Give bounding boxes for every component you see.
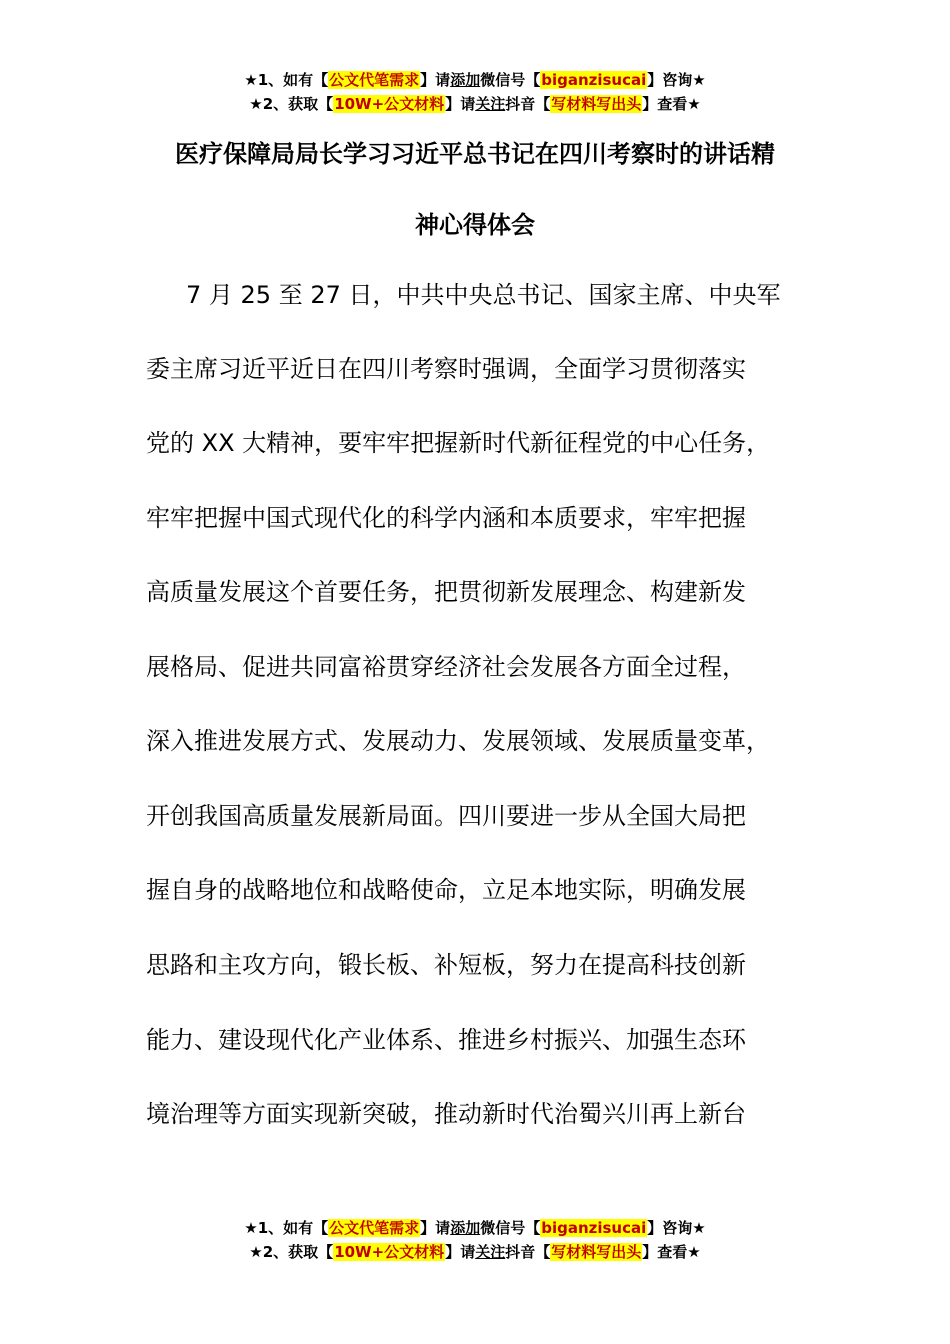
promo-line-1 (0, 68, 950, 92)
body-line: 境治理等方面实现新突破，推动新时代治蜀兴川再上新台 (146, 1100, 746, 1128)
promo-text: 抖音【 (505, 1243, 551, 1261)
promo-text: 】请 (420, 71, 451, 89)
body-line: 深入推进发展方式、发展动力、发展领域、发展质量变革， (146, 727, 770, 755)
body-line: 7 月 25 至 27 日，中共中央总书记、国家主席、中央军 (186, 281, 781, 309)
document-title-line-2: 神心得体会 (415, 211, 535, 239)
promo-text: ★1、如有【 (244, 71, 329, 89)
promo-text: 】查看★ (642, 95, 701, 113)
promo-highlight: 公文代笔需求 (329, 71, 420, 89)
promo-text: 】查看★ (642, 1243, 701, 1261)
promo-banner-bottom (0, 1216, 950, 1264)
promo-line-2 (0, 1240, 950, 1264)
wechat-id-highlight: biganzisucai (541, 1219, 647, 1237)
promo-highlight: 10W+公文材料 (334, 95, 445, 113)
document-title-line-1: 医疗保障局局长学习习近平总书记在四川考察时的讲话精 (175, 140, 775, 168)
promo-text: ★1、如有【 (244, 1219, 329, 1237)
body-line: 握自身的战略地位和战略使命，立足本地实际，明确发展 (146, 876, 746, 904)
promo-highlight: 10W+公文材料 (334, 1243, 445, 1261)
wechat-id-highlight: biganzisucai (541, 71, 647, 89)
body-line: 牢牢把握中国式现代化的科学内涵和本质要求，牢牢把握 (146, 504, 746, 532)
douyin-account-highlight: 写材料写出头 (551, 95, 642, 113)
body-line: 开创我国高质量发展新局面。四川要进一步从全国大局把 (146, 802, 746, 830)
promo-underlined: 添加 (450, 1219, 481, 1237)
promo-line-1 (0, 1216, 950, 1240)
body-line: 能力、建设现代化产业体系、推进乡村振兴、加强生态环 (146, 1026, 746, 1054)
promo-underlined: 关注 (475, 1243, 506, 1261)
promo-text: 】咨询★ (647, 71, 706, 89)
promo-underlined: 添加 (450, 71, 481, 89)
promo-text: 】咨询★ (647, 1219, 706, 1237)
body-line: 委主席习近平近日在四川考察时强调，全面学习贯彻落实 (146, 355, 746, 383)
body-line: 展格局、促进共同富裕贯穿经济社会发展各方面全过程， (146, 653, 746, 681)
promo-text: 】请 (445, 95, 476, 113)
promo-text: ★2、获取【 (249, 1243, 334, 1261)
promo-text: 】请 (445, 1243, 476, 1261)
promo-text: ★2、获取【 (249, 95, 334, 113)
promo-text: 抖音【 (505, 95, 551, 113)
promo-text: 微信号【 (480, 71, 541, 89)
body-line: 思路和主攻方向，锻长板、补短板，努力在提高科技创新 (146, 951, 746, 979)
promo-text: 】请 (420, 1219, 451, 1237)
promo-underlined: 关注 (475, 95, 506, 113)
promo-text: 微信号【 (480, 1219, 541, 1237)
body-line: 高质量发展这个首要任务，把贯彻新发展理念、构建新发 (146, 578, 746, 606)
douyin-account-highlight: 写材料写出头 (551, 1243, 642, 1261)
promo-banner-top (0, 68, 950, 116)
promo-highlight: 公文代笔需求 (329, 1219, 420, 1237)
body-line: 党的 XX 大精神，要牢牢把握新时代新征程党的中心任务， (146, 429, 771, 457)
promo-line-2 (0, 92, 950, 116)
